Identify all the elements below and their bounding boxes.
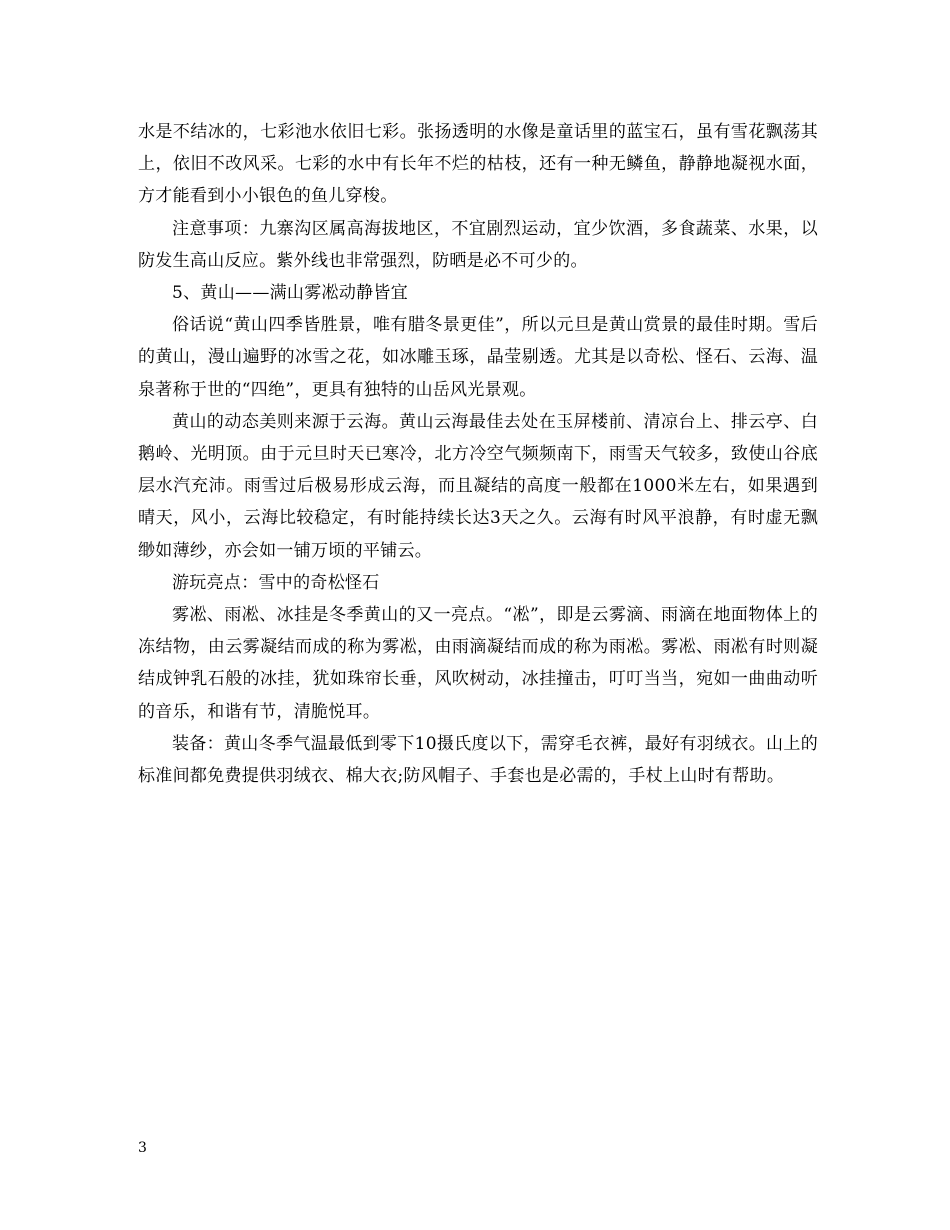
section-heading-huangshan: 5、黄山——满山雾凇动静皆宜 bbox=[172, 283, 409, 304]
document-body bbox=[138, 116, 818, 792]
paragraph-jiuzhaigou-water: 水是不结冰的，七彩池水依旧七彩。张扬透明的水像是童话里的蓝宝石，虽有雪花飘荡其上，依旧不改风采。七彩的水中有长年不烂的枯枝，还有一种无鳞鱼，静静地凝视水面，方才能看到小小银色的鱼儿穿梭。 bbox=[138, 122, 818, 207]
paragraph-equipment: 装备：黄山冬季气温最低到零下10摄氏度以下，需穿毛衣裤，最好有羽绒衣。山上的标准间都免费提供羽绒衣、棉大衣;防风帽子、手套也是必需的，手杖上山时有帮助。 bbox=[138, 733, 818, 787]
paragraph-jiuzhaigou-notes: 注意事项：九寨沟区属高海拔地区，不宜剧烈运动，宜少饮酒，多食蔬菜、水果，以防发生高山反应。紫外线也非常强烈，防晒是必不可少的。 bbox=[138, 218, 818, 271]
paragraph-rime-ice: 雾凇、雨凇、冰挂是冬季黄山的又一亮点。“凇”，即是云雾滴、雨滴在地面物体上的冻结物，由云雾凝结而成的称为雾凇，由雨滴凝结而成的称为雨凇。雾凇、雨凇有时则凝结成钟乳石般的冰挂，犹如珠帘长垂，风吹树动，冰挂撞击，叮叮当当，宛如一曲曲动听的音乐，和谐有节，清脆悦耳。 bbox=[138, 605, 818, 722]
paragraph-huangshan-intro: 俗话说“黄山四季皆胜景，唯有腊冬景更佳”，所以元旦是黄山赏景的最佳时期。雪后的黄山，漫山遍野的冰雪之花，如冰雕玉琢，晶莹剔透。尤其是以奇松、怪石、云海、温泉著称于世的“四绝”，更具有独特的山岳风光景观。 bbox=[138, 315, 818, 400]
paragraph-highlight-heading: 游玩亮点：雪中的奇松怪石 bbox=[172, 572, 380, 593]
paragraph-huangshan-sea-of-clouds: 黄山的动态美则来源于云海。黄山云海最佳去处在玉屏楼前、清凉台上、排云亭、白鹅岭、光明顶。由于元旦时天已寒冷，北方冷空气频频南下，雨雪天气较多，致使山谷底层水汽充沛。雨雪过后极易形成云海，而且凝结的高度一般都在1000米左右，如果遇到晴天，风小，云海比较稳定，有时能持续长达3天之久。云海有时风平浪静，有时虚无飘缈如薄纱，亦会如一铺万顷的平铺云。 bbox=[138, 411, 818, 561]
page-number: 3 bbox=[138, 1140, 147, 1156]
